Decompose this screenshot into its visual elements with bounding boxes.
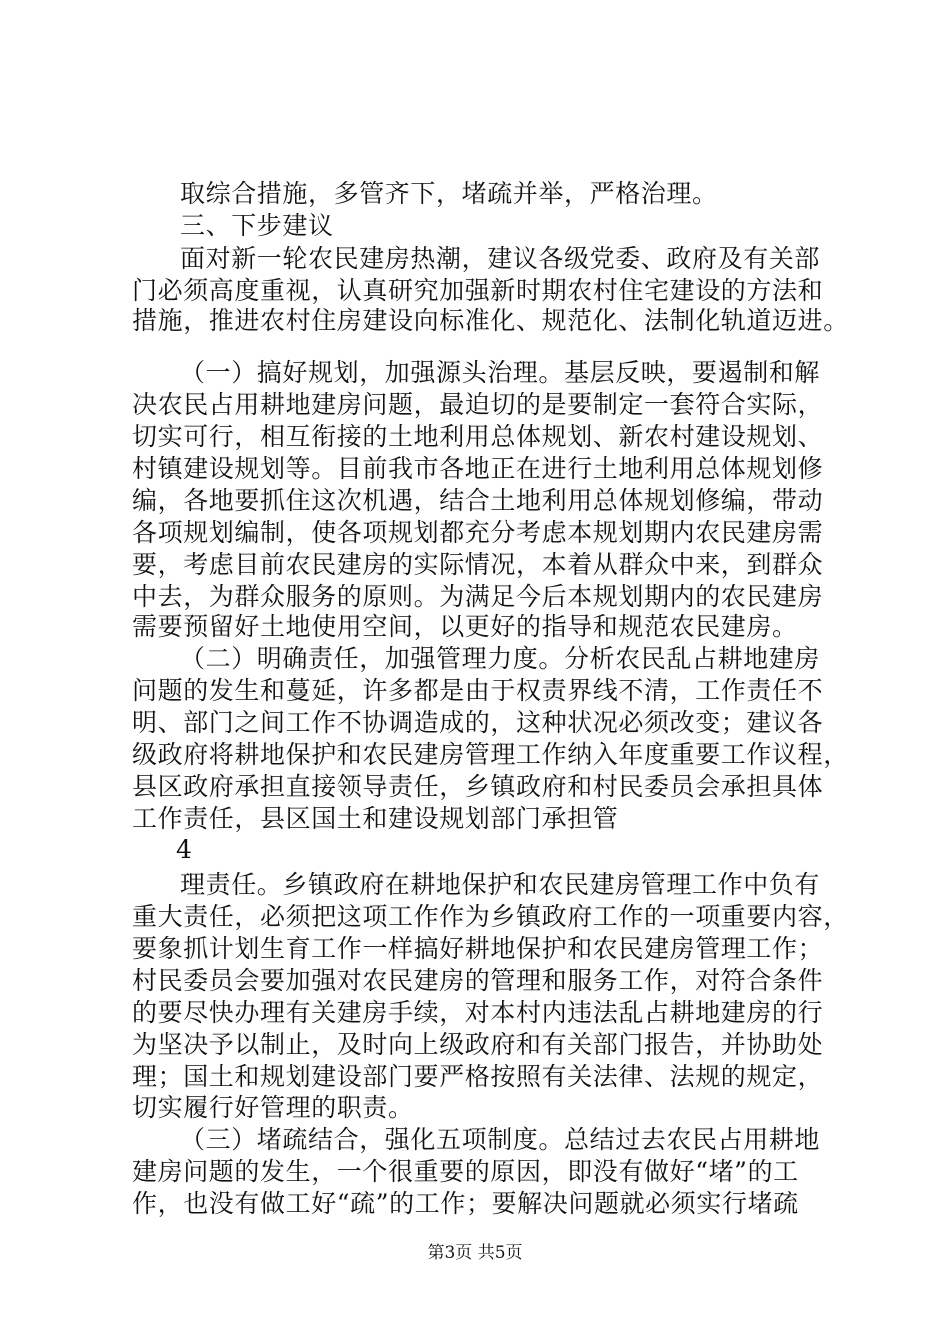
paragraph-line: 为坚决予以制止，及时向上级政府和有关部门报告，并协助处 [132,1030,824,1059]
paragraph-line: 切实可行，相互衔接的土地利用总体规划、新农村建设规划、 [132,422,824,451]
page-footer: 第3页 共5页 [427,1243,523,1263]
paragraph-line: 理；国土和规划建设部门要严格按照有关法律、法规的规定， [132,1062,824,1091]
paragraph-line: 编，各地要抓住这次机遇，结合土地利用总体规划修编，带动 [132,486,824,515]
paragraph-line: 理责任。乡镇政府在耕地保护和农民建房管理工作中负有 [180,870,821,899]
paragraph-line: （三）堵疏结合，强化五项制度。总结过去农民占用耕地 [180,1125,821,1154]
paragraph-line: 县区政府承担直接领导责任，乡镇政府和村民委员会承担具体 [132,772,824,801]
paragraph-line: 切实履行好管理的职责。 [132,1093,414,1122]
section-heading: 三、下步建议 [180,211,334,240]
paragraph-line: 明、部门之间工作不协调造成的，这种状况必须改变；建议各 [132,708,824,737]
paragraph-line: 问题的发生和蔓延，许多都是由于权责界线不清，工作责任不 [132,676,824,705]
paragraph-line: 村镇建设规划等。目前我市各地正在进行土地利用总体规划修 [132,454,824,483]
paragraph-line: 门必须高度重视，认真研究加强新时期农村住宅建设的方法和 [132,276,824,305]
paragraph-line: 面对新一轮农民建房热潮，建议各级党委、政府及有关部 [180,244,821,273]
paragraph-line: 取综合措施，多管齐下，堵疏并举，严格治理。 [180,179,718,208]
paragraph-line: 要，考虑目前农民建房的实际情况，本着从群众中来，到群众 [132,550,824,579]
paragraph-line: 级政府将耕地保护和农民建房管理工作纳入年度重要工作议程， [132,740,849,769]
paragraph-line: 工作责任，县区国土和建设规划部门承担管 [132,804,619,833]
paragraph-line: 的要尽快办理有关建房手续，对本村内违法乱占耕地建房的行 [132,998,824,1027]
page-break-number: 4 [176,835,193,864]
paragraph-line: （一）搞好规划，加强源头治理。基层反映，要遏制和解 [180,358,821,387]
paragraph-line: （二）明确责任，加强管理力度。分析农民乱占耕地建房 [180,644,821,673]
paragraph-line: 重大责任，必须把这项工作作为乡镇政府工作的一项重要内容， [132,902,849,931]
paragraph-line: 要象抓计划生育工作一样搞好耕地保护和农民建房管理工作； [132,934,824,963]
paragraph-line: 各项规划编制，使各项规划都充分考虑本规划期内农民建房需 [132,518,824,547]
paragraph-line: 村民委员会要加强对农民建房的管理和服务工作，对符合条件 [132,966,824,995]
paragraph-line: 需要预留好土地使用空间，以更好的指导和规范农民建房。 [132,612,798,641]
paragraph-line: 决农民占用耕地建房问题，最迫切的是要制定一套符合实际， [132,390,824,419]
paragraph-line: 措施，推进农村住房建设向标准化、规范化、法制化轨道迈进。 [132,306,849,335]
paragraph-line: 建房问题的发生，一个很重要的原因，即没有做好“堵”的工 [132,1157,799,1186]
paragraph-line: 中去，为群众服务的原则。为满足今后本规划期内的农民建房 [132,582,824,611]
paragraph-line: 作，也没有做工好“疏”的工作；要解决问题就必须实行堵疏 [132,1189,799,1218]
